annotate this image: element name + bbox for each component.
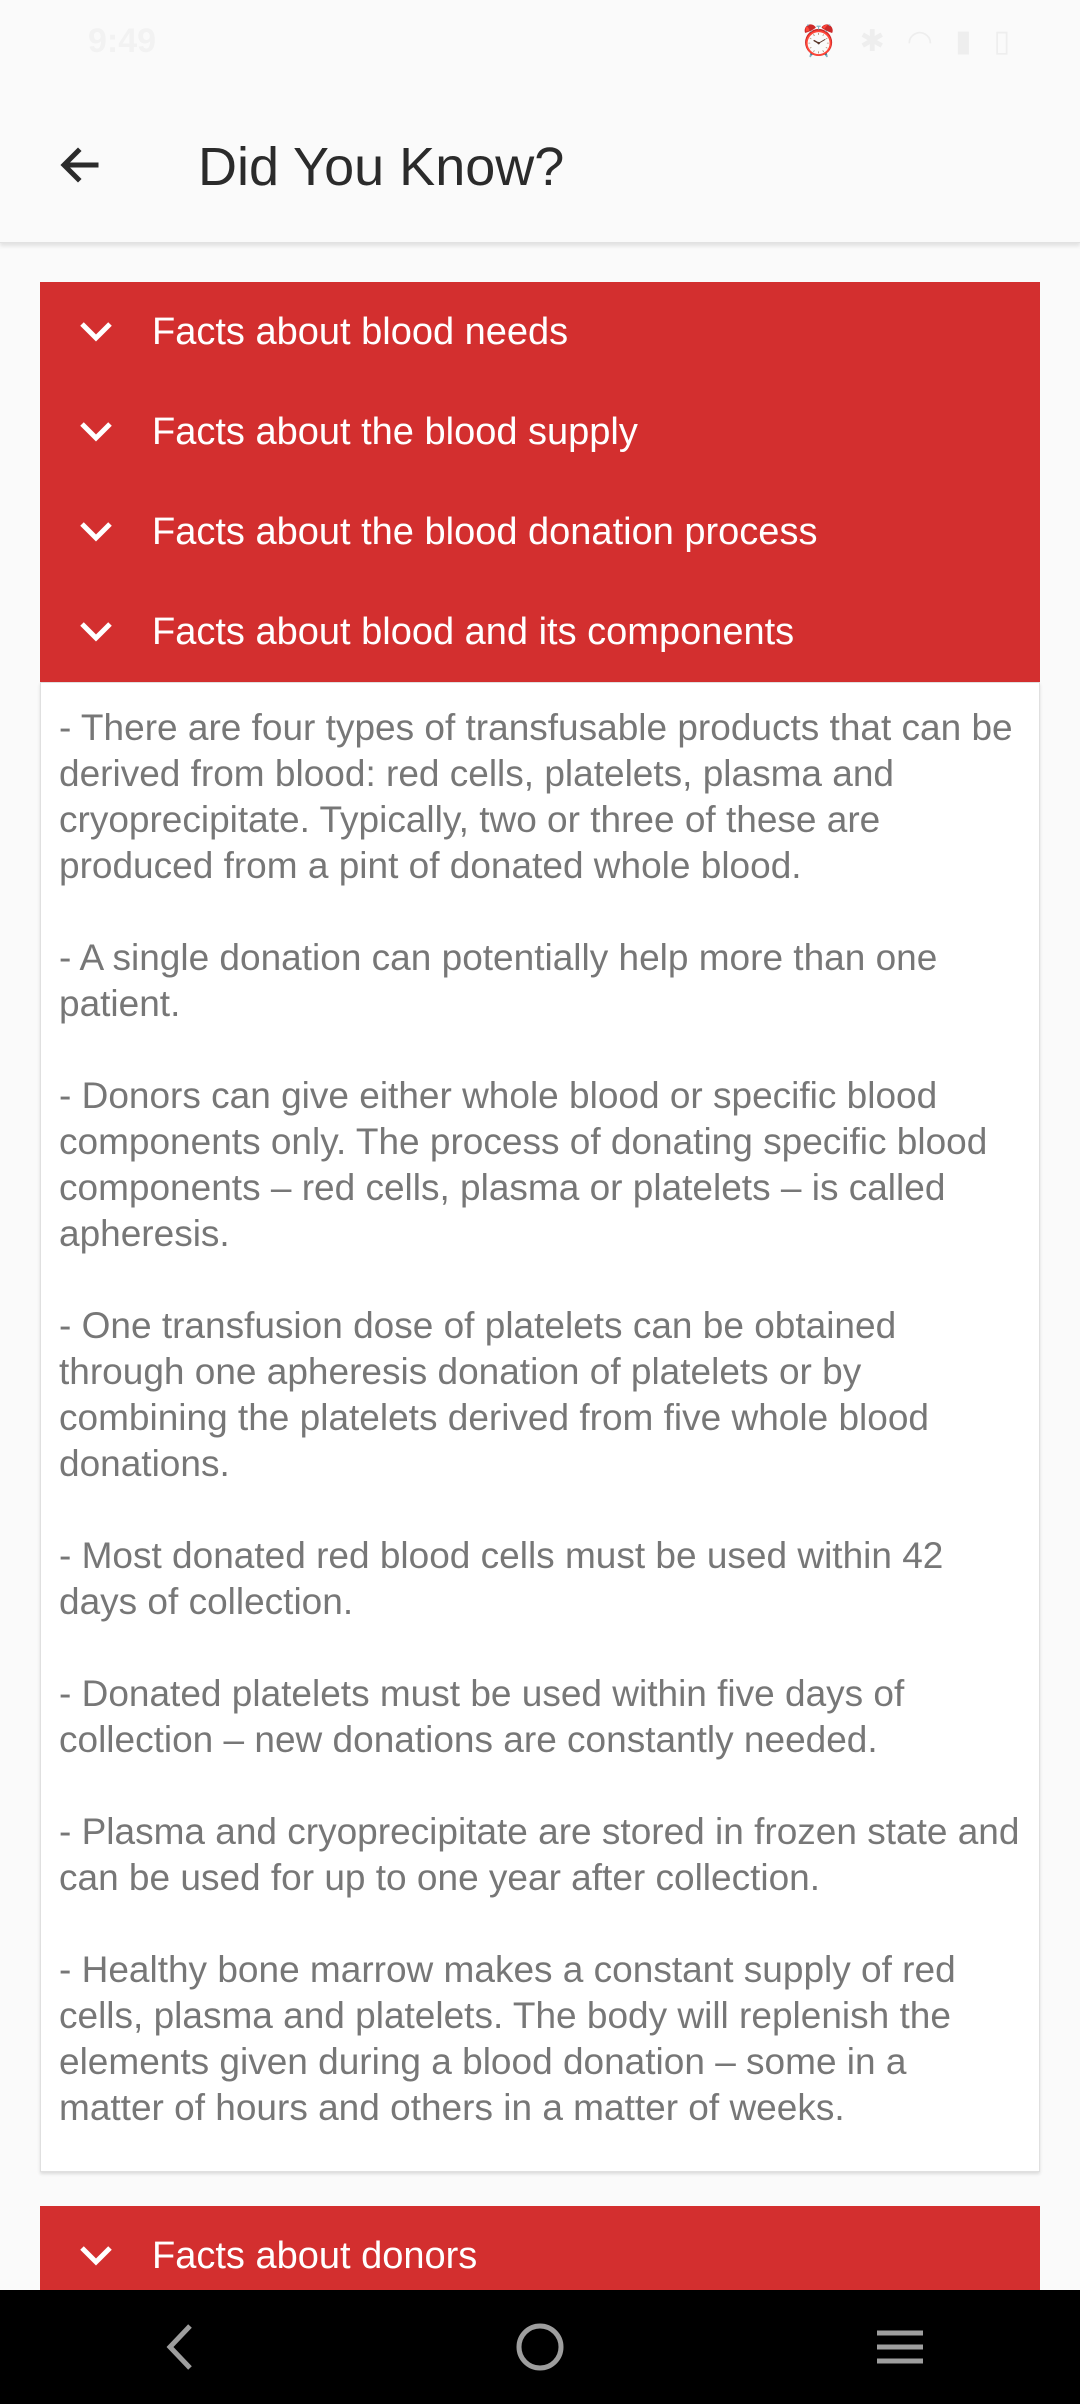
system-nav-bar (0, 2290, 1080, 2404)
accordion-item-label: Facts about the blood supply (152, 410, 638, 453)
fact-text: - Donated platelets must be used within five days of collection – new donations are constantly needed. (59, 1673, 905, 1760)
fact-text: - There are four types of transfusable products that can be derived from blood: red cells, platelets, plasma and cryoprecipitate. Typically, two or three of these are produced from a pint of donated whole blood. (59, 707, 1013, 886)
chevron-down-icon (40, 582, 152, 682)
accordion-item-donation-process[interactable] (40, 482, 1040, 582)
fact-text: - Plasma and cryoprecipitate are stored in frozen state and can be used for up to one year after collection. (59, 1811, 1020, 1898)
page-title: Did You Know? (198, 137, 565, 197)
expanded-panel (40, 682, 1040, 2172)
alarm-icon: ⏰ (800, 25, 838, 58)
accordion-item-label: Facts about blood and its components (152, 610, 795, 653)
fact-text: - Donors can give either whole blood or specific blood components only. The process of donating specific blood components – red cells, plasma or platelets – is called apheresis. (59, 1075, 988, 1254)
chevron-down-icon (40, 482, 152, 582)
nav-back-icon (160, 2322, 200, 2372)
arrow-left-icon (56, 141, 104, 189)
chevron-down-icon (40, 382, 152, 482)
fact-text: - Healthy bone marrow makes a constant supply of red cells, plasma and platelets. The body will replenish the elements given during a blood donation – some in a matter of hours and others in a matter of weeks. (59, 1949, 956, 2128)
fact-text: - Most donated red blood cells must be used within 42 days of collection. (59, 1535, 944, 1622)
battery-icon: ▯ (993, 25, 1010, 58)
accordion-item-blood-supply[interactable] (40, 382, 1040, 482)
accordion-item-label: Facts about the blood donation process (152, 510, 818, 553)
nav-home-icon (514, 2321, 566, 2373)
fact-text: - A single donation can potentially help more than one patient. (59, 937, 938, 1024)
bluetooth-icon: ✱ (859, 25, 885, 58)
status-bar (0, 0, 1080, 88)
nav-recents-icon (873, 2327, 927, 2367)
accordion-group (40, 282, 1040, 682)
chevron-down-icon (40, 282, 152, 382)
wifi-icon: ◠ (906, 25, 933, 58)
app-bar (0, 88, 1080, 243)
accordion-item-blood-components[interactable] (40, 582, 1040, 682)
accordion-item-blood-needs[interactable] (40, 282, 1040, 382)
fact-text: - One transfusion dose of platelets can be obtained through one apheresis donation of platelets or by combining the platelets derived from five whole blood donations. (59, 1305, 929, 1484)
status-icons (800, 24, 1010, 59)
nav-back-button[interactable] (120, 2290, 240, 2404)
accordion-item-label: Facts about donors (152, 2234, 478, 2277)
nav-recents-button[interactable] (840, 2290, 960, 2404)
nav-home-button[interactable] (480, 2290, 600, 2404)
status-time: 9:49 (88, 22, 157, 60)
back-button[interactable] (40, 125, 120, 205)
accordion-item-label: Facts about blood needs (152, 310, 569, 353)
signal-icon: ▮ (954, 25, 972, 58)
facts-list (40, 282, 1040, 2306)
